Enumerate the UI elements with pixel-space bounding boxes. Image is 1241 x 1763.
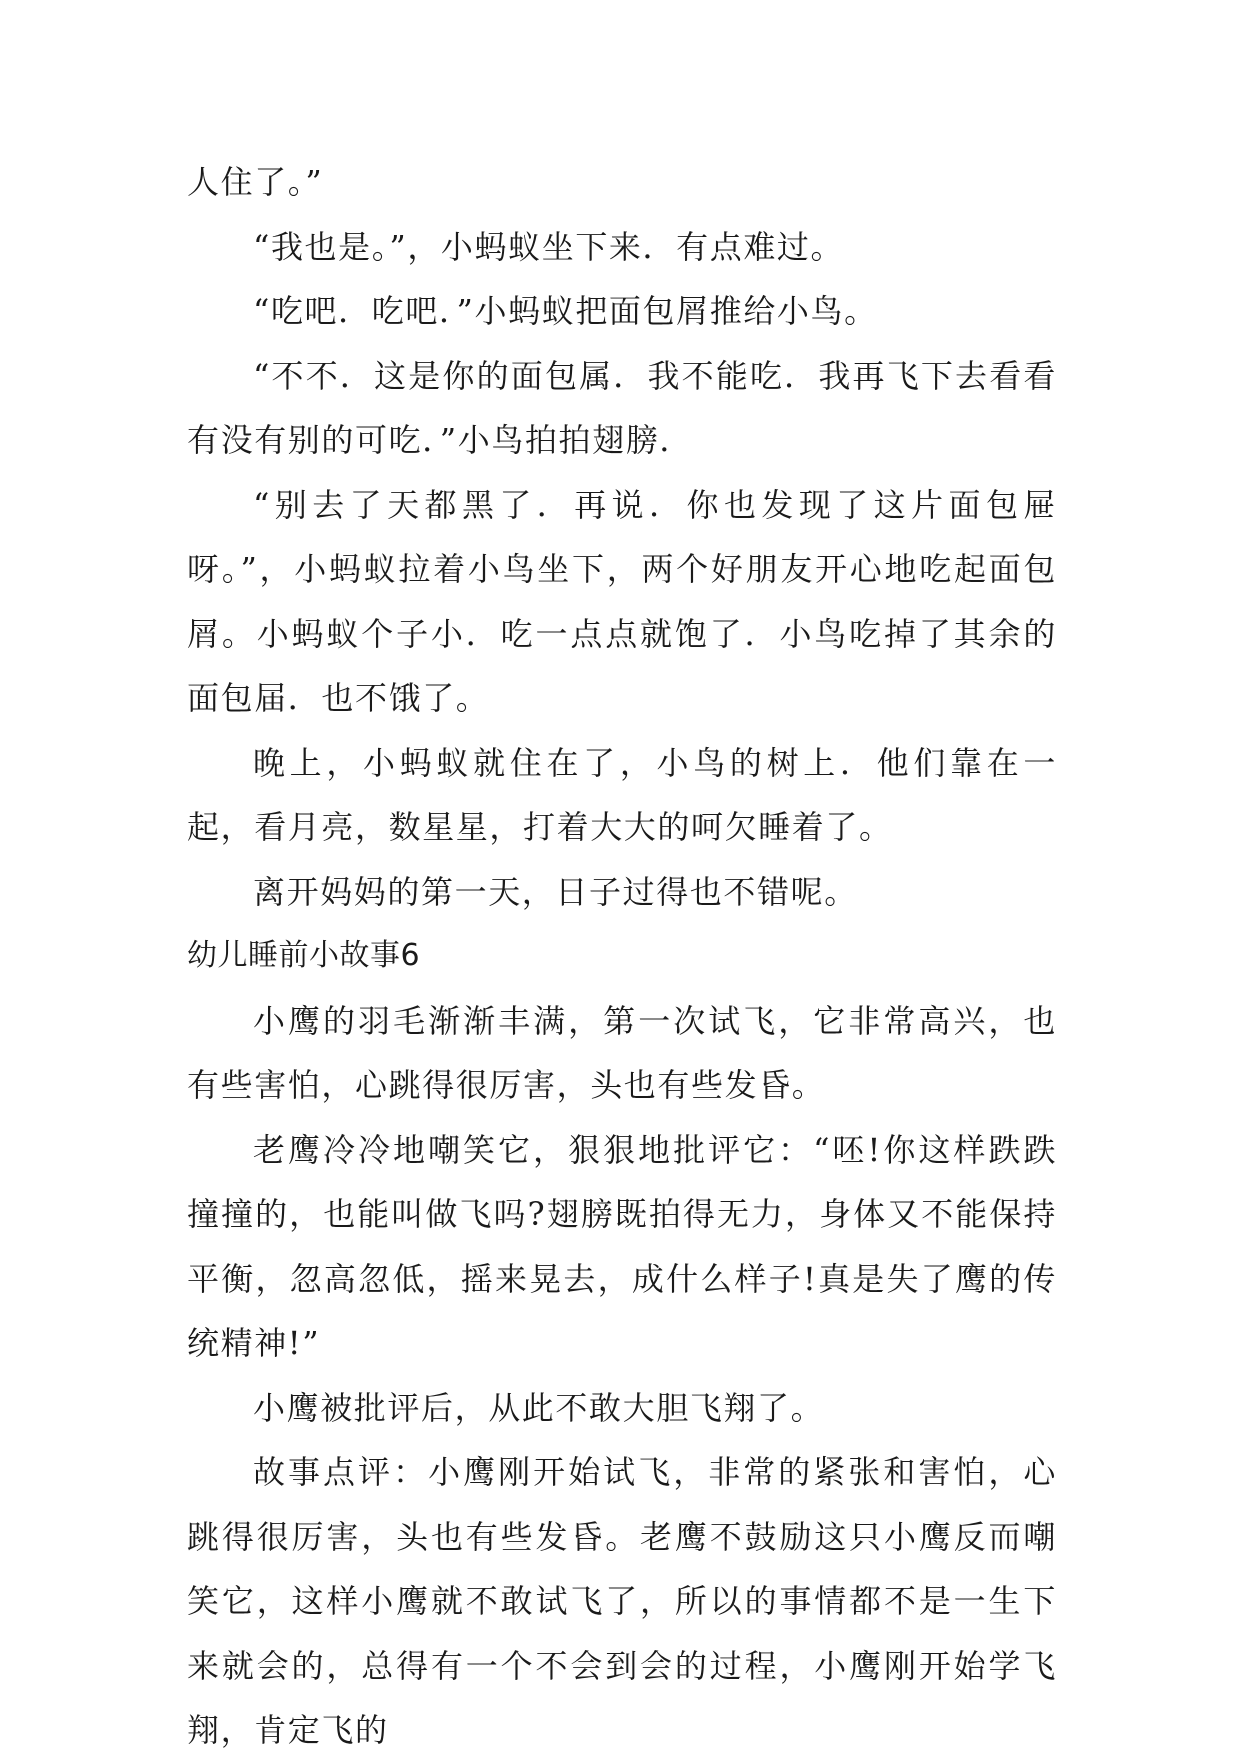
paragraph: “不不．这是你的面包属．我不能吃．我再飞下去看看有没有别的可吃．”小鸟拍拍翅膀． — [187, 356, 1057, 459]
paragraph: 离开妈妈的第一天，日子过得也不错呢。 — [253, 872, 858, 911]
paragraph: 故事点评：小鹰刚开始试飞，非常的紧张和害怕，心跳得很厉害，头也有些发昏。老鹰不鼓励这只小鹰反而嘲笑它，这样小鹰就不敢试飞了，所以的事情都不是一生下来就会的，总得有一个不会到会的过程，小鹰刚开始学飞翔，肯定飞的 — [187, 1453, 1057, 1749]
paragraph: 老鹰冷冷地嘲笑它，狠狠地批评它：“呸!你这样跌跌撞撞的，也能叫做飞吗?翅膀既拍得无力，身体又不能保持平衡，忽高忽低，摇来晃去，成什么样子!真是失了鹰的传统精神!” — [187, 1130, 1057, 1362]
document-body — [187, 150, 1057, 1763]
paragraph: 小鹰被批评后，从此不敢大胆飞翔了。 — [253, 1388, 825, 1427]
paragraph: “我也是。”，小蚂蚁坐下来．有点难过。 — [253, 227, 845, 266]
section-heading: 幼儿睡前小故事6 — [187, 938, 421, 973]
paragraph: “吃吧．吃吧．”小蚂蚁把面包屑推给小鸟。 — [253, 292, 878, 330]
paragraph: 小鹰的羽毛渐渐丰满，第一次试飞，它非常高兴，也有些害怕，心跳得很厉害，头也有些发昏。 — [187, 1001, 1057, 1104]
paragraph: “别去了天都黑了．再说．你也发现了这片面包屉呀。”，小蚂蚁拉着小鸟坐下，两个好朋友开心地吃起面包屑。小蚂蚁个子小．吃一点点就饱了．小鸟吃掉了其余的面包届．也不饿了。 — [187, 485, 1057, 717]
paragraph: 晚上，小蚂蚁就住在了，小鸟的树上．他们靠在一起，看月亮，数星星，打着大大的呵欠睡着了。 — [187, 743, 1057, 846]
paragraph-continuation: 人住了。” — [187, 163, 324, 201]
